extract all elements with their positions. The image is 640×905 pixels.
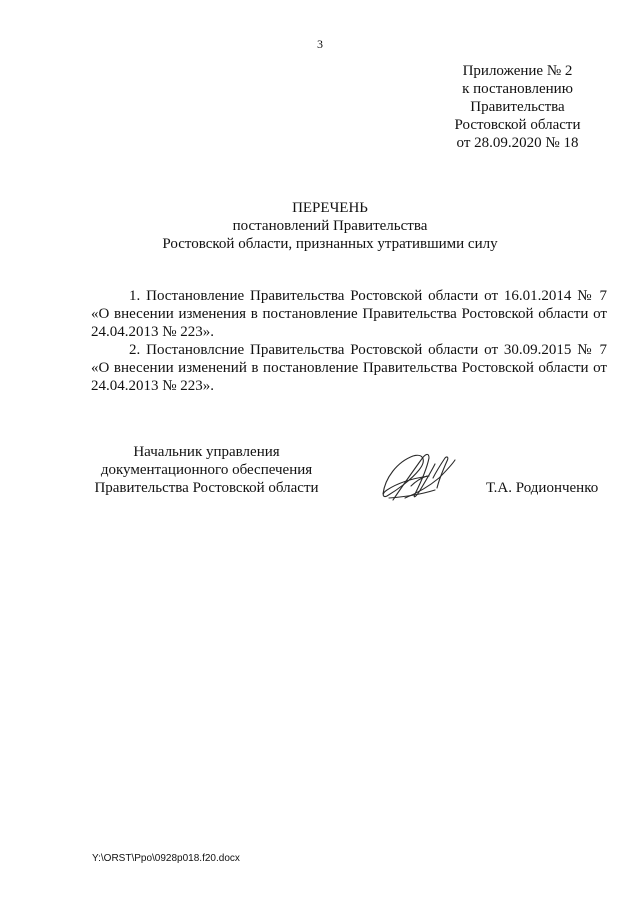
signatory-name: Т.А. Родионченко bbox=[486, 480, 599, 496]
appendix-line: Приложение № 2 bbox=[462, 63, 573, 79]
list-item: 1. Постановление Правительства Ростовской области от 16.01.2014 № 7 «О внесении изменения в постановление Правительства Ростовской области от 24.04.2013 № 223». bbox=[91, 288, 607, 340]
page-number: 3 bbox=[317, 37, 323, 51]
position-line: Начальник управления bbox=[133, 444, 280, 460]
title-subline: Ростовской области, признанных утратившими силу bbox=[162, 236, 498, 252]
appendix-line: к постановлению bbox=[462, 81, 573, 97]
title-subline: постановлений Правительства bbox=[232, 218, 428, 234]
appendix-line: Правительства bbox=[470, 99, 565, 115]
title-heading: ПЕРЕЧЕНЬ bbox=[292, 200, 368, 216]
appendix-line: Ростовской области bbox=[454, 117, 581, 133]
position-line: документационного обеспечения bbox=[100, 462, 313, 478]
file-path-footer: Y:\ORST\Ppo\0928p018.f20.docx bbox=[92, 853, 240, 864]
handwritten-signature bbox=[375, 448, 465, 508]
position-line: Правительства Ростовской области bbox=[94, 480, 319, 496]
document-title bbox=[60, 199, 600, 253]
signatory-position bbox=[84, 443, 329, 497]
appendix-line: от 28.09.2020 № 18 bbox=[456, 135, 579, 151]
list-item: 2. Постановлсние Правительства Ростовской области от 30.09.2015 № 7 «О внесении изменений в постановление Правительства Ростовской области от 24.04.2013 № 223». bbox=[91, 342, 607, 394]
list-body bbox=[91, 287, 607, 395]
appendix-reference bbox=[440, 62, 595, 152]
